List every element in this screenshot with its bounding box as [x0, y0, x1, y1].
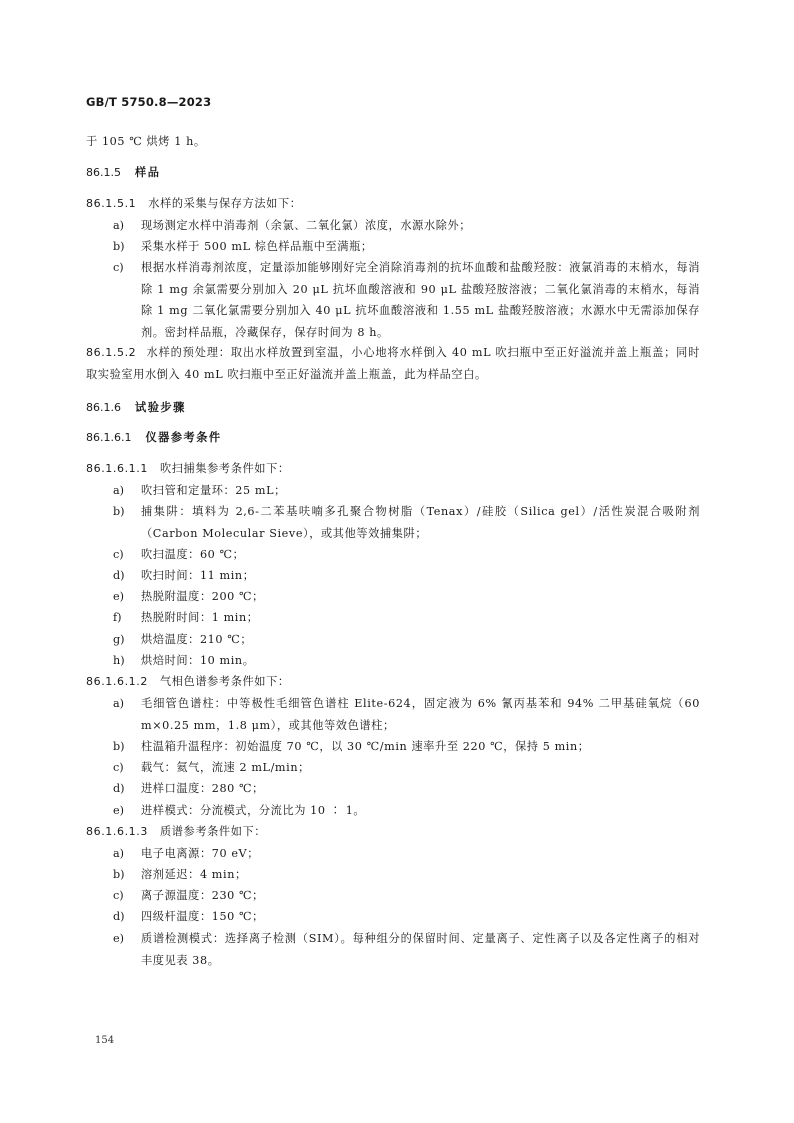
list-item: 吹扫温度：60 ℃； [141, 548, 245, 561]
list-item: 烘焙时间：10 min。 [141, 654, 255, 667]
clause-number: 86.1.5.1 [86, 197, 137, 210]
list-label: e) [113, 804, 124, 817]
list-label: d) [113, 569, 125, 582]
list-item: 吹扫管和定量环：25 mL； [141, 484, 286, 497]
list-label: a) [113, 697, 125, 710]
list-item: 质谱检测模式：选择离子检测（SIM）。每种组分的保留时间、定量离子、定性离子以及各定性离子的相对丰度见表 38。 [141, 932, 700, 967]
list-label: h) [113, 654, 125, 667]
section-number: 86.1.5 [86, 166, 121, 179]
list-label: b) [113, 240, 125, 253]
list-item: 进样口温度：280 ℃； [141, 782, 264, 795]
list-item: 电子电离源：70 eV； [141, 847, 260, 860]
list-label: b) [113, 868, 125, 881]
intro-line: 于 105 ℃ 烘烤 1 h。 [86, 135, 206, 148]
list-label: d) [113, 782, 125, 795]
section-title: 试验步骤 [135, 401, 186, 414]
list-label: a) [113, 219, 125, 232]
section-title: 仪器参考条件 [145, 431, 222, 444]
list-label: c) [113, 548, 124, 561]
clause-number: 86.1.5.2 [86, 346, 137, 359]
clause-text: 吹扫捕集参考条件如下： [159, 462, 290, 475]
list-label: c) [113, 889, 124, 902]
section-heading-86-1-6-1 [86, 430, 222, 446]
list-item: 现场测定水样中消毒剂（余氯、二氧化氯）浓度，水源水除外； [141, 219, 472, 232]
list-item: 根据水样消毒剂浓度，定量添加能够刚好完全消除消毒剂的抗坏血酸和盐酸羟胺：液氯消毒的末梢水，每消除 1 mg 余氯需要分别加入 20 μL 抗坏血酸溶液和 90 μL 盐酸羟胺溶液；二氧化氯消毒的末梢水，每消除 1 mg 二氧化氯需要分别加入 40 μL 抗坏血酸溶液和 1.55 mL 盐酸羟胺溶液；水源水中无需添加保存剂。密封样品瓶，冷藏保存，保存时间为 8 h。 [141, 261, 700, 339]
list-item: 热脱附时间：1 min； [141, 611, 259, 624]
section-heading-86-1-5 [86, 165, 160, 181]
list-label: e) [113, 932, 124, 945]
clause-86-1-6-1-3 [86, 824, 266, 840]
list-label: e) [113, 590, 124, 603]
clause-text: 气相色谱参考条件如下： [159, 675, 290, 688]
clause-text: 水样的采集与保存方法如下： [148, 197, 302, 210]
list-label: b) [113, 740, 125, 753]
section-title: 样品 [135, 166, 161, 179]
list-item: 柱温箱升温程序：初始温度 70 ℃，以 30 ℃/min 速率升至 220 ℃，保持 5 min； [141, 740, 590, 753]
list-item: 载气：氦气，流速 2 mL/min； [141, 761, 310, 774]
list-item: 四级杆温度：150 ℃； [141, 910, 264, 923]
list-item: 毛细管色谱柱：中等极性毛细管色谱柱 Elite-624，固定液为 6% 氰丙基苯和 94% 二甲基硅氧烷（60 m×0.25 mm，1.8 μm），或其他等效色谱柱； [141, 697, 700, 732]
list-label: a) [113, 847, 125, 860]
clause-text: 质谱参考条件如下： [159, 825, 267, 838]
list-item: 离子源温度：230 ℃； [141, 889, 264, 902]
clause-86-1-6-1-2 [86, 674, 290, 690]
list-item: 捕集阱：填料为 2,6-二苯基呋喃多孔聚合物树脂（Tenax）/硅胶（Silica gel）/活性炭混合吸附剂（Carbon Molecular Sieve），或其他等效捕集阱； [141, 505, 700, 540]
list-label: b) [113, 505, 125, 518]
clause-number: 86.1.6.1.2 [86, 675, 148, 688]
section-number: 86.1.6.1 [86, 431, 132, 444]
list-label: d) [113, 910, 125, 923]
page-number: 154 [95, 1035, 115, 1046]
list-label: f) [113, 611, 122, 624]
list-label: c) [113, 261, 124, 274]
list-label: a) [113, 484, 125, 497]
list-item: 采集水样于 500 mL 棕色样品瓶中至满瓶； [141, 240, 373, 253]
list-item: 溶剂延迟：4 min； [141, 868, 247, 881]
section-heading-86-1-6 [86, 400, 186, 416]
clause-86-1-5-2 [86, 342, 700, 385]
clause-number: 86.1.6.1.1 [86, 462, 148, 475]
clause-number: 86.1.6.1.3 [86, 825, 148, 838]
clause-86-1-5-1 [86, 196, 302, 212]
section-number: 86.1.6 [86, 401, 121, 414]
list-item: 烘焙温度：210 ℃； [141, 633, 253, 646]
list-item: 吹扫时间：11 min； [141, 569, 255, 582]
list-label: c) [113, 761, 124, 774]
list-item: 热脱附温度：200 ℃； [141, 590, 264, 603]
list-item: 进样模式：分流模式，分流比为 10 ∶ 1。 [141, 804, 366, 817]
list-label: g) [113, 633, 125, 646]
clause-text: 水样的预处理：取出水样放置到室温，小心地将水样倒入 40 mL 吹扫瓶中至正好溢流并盖上瓶盖；同时取实验室用水倒入 40 mL 吹扫瓶中至正好溢流并盖上瓶盖，此为样品空白。 [86, 346, 700, 381]
standard-header: GB/T 5750.8—2023 [86, 95, 212, 109]
clause-86-1-6-1-1 [86, 461, 290, 477]
